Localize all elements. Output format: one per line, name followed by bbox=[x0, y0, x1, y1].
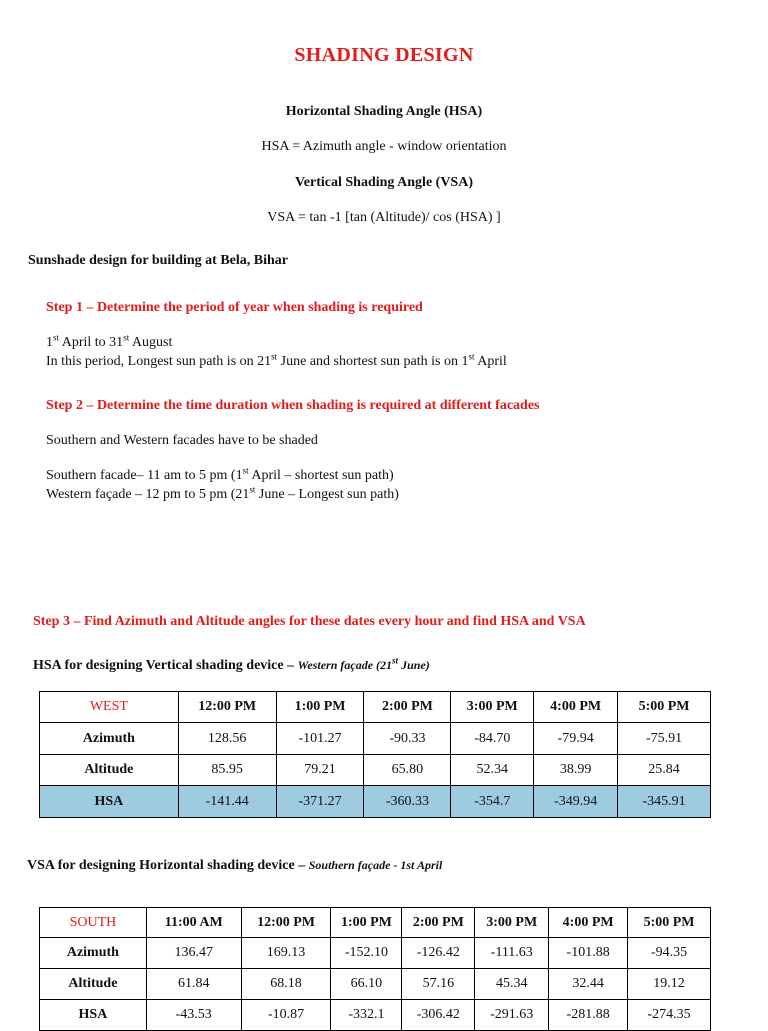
page-title: SHADING DESIGN bbox=[294, 44, 474, 66]
table-cell: 79.21 bbox=[276, 755, 364, 786]
table-cell: -111.63 bbox=[475, 938, 549, 969]
table-header-row bbox=[40, 692, 711, 723]
table-cell: 45.34 bbox=[475, 969, 549, 1000]
table-cell: 136.47 bbox=[146, 938, 241, 969]
row-label: Azimuth bbox=[40, 938, 147, 969]
table-cell: 52.34 bbox=[451, 755, 534, 786]
step2-line1: Southern and Western facades have to be shaded bbox=[46, 433, 318, 448]
table-cell: -101.88 bbox=[549, 938, 628, 969]
south-table-caption: VSA for designing Horizontal shading device – Southern façade - 1st April bbox=[27, 858, 443, 873]
table-cell: -306.42 bbox=[402, 1000, 475, 1031]
step1-line2: In this period, Longest sun path is on 21st June and shortest sun path is on 1st April bbox=[46, 351, 507, 369]
table-cell: 32.44 bbox=[549, 969, 628, 1000]
time-header: 4:00 PM bbox=[534, 692, 618, 723]
table-cell: -152.10 bbox=[331, 938, 402, 969]
step2-line3: Western façade – 12 pm to 5 pm (21st June – Longest sun path) bbox=[46, 484, 399, 502]
table-cell: -141.44 bbox=[178, 786, 276, 818]
time-header: 12:00 PM bbox=[178, 692, 276, 723]
time-header: 1:00 PM bbox=[331, 908, 402, 938]
table-cell: -101.27 bbox=[276, 723, 364, 755]
table-cell: -332.1 bbox=[331, 1000, 402, 1031]
table-cell: -94.35 bbox=[628, 938, 711, 969]
step1-line1: 1st April to 31st August bbox=[46, 332, 173, 350]
table-row bbox=[40, 1000, 711, 1031]
table-corner-label: SOUTH bbox=[40, 908, 147, 938]
row-label: Altitude bbox=[40, 969, 147, 1000]
table-cell: 19.12 bbox=[628, 969, 711, 1000]
table-cell: 68.18 bbox=[241, 969, 331, 1000]
row-label: HSA bbox=[40, 786, 179, 818]
table-cell: 38.99 bbox=[534, 755, 618, 786]
step2-line2: Southern facade– 11 am to 5 pm (1st April – shortest sun path) bbox=[46, 465, 394, 483]
step1-heading: Step 1 – Determine the period of year when shading is required bbox=[46, 300, 423, 315]
vsa-heading: Vertical Shading Angle (VSA) bbox=[294, 175, 473, 190]
row-label: Azimuth bbox=[40, 723, 179, 755]
table-row-hsa bbox=[40, 786, 711, 818]
row-label: HSA bbox=[40, 1000, 147, 1031]
table-corner-label: WEST bbox=[40, 692, 179, 723]
time-header: 3:00 PM bbox=[475, 908, 549, 938]
table-cell: 65.80 bbox=[364, 755, 451, 786]
time-header: 5:00 PM bbox=[628, 908, 711, 938]
table-cell: 57.16 bbox=[402, 969, 475, 1000]
table-row bbox=[40, 938, 711, 969]
time-header: 12:00 PM bbox=[241, 908, 331, 938]
table-cell: -354.7 bbox=[451, 786, 534, 818]
table-cell: -84.70 bbox=[451, 723, 534, 755]
table-cell: -291.63 bbox=[475, 1000, 549, 1031]
table-cell: -345.91 bbox=[618, 786, 711, 818]
table-cell: -281.88 bbox=[549, 1000, 628, 1031]
table-cell: -274.35 bbox=[628, 1000, 711, 1031]
step3-heading: Step 3 – Find Azimuth and Altitude angles for these dates every hour and find HSA and VSA bbox=[33, 614, 586, 629]
step2-heading: Step 2 – Determine the time duration when shading is required at different facades bbox=[46, 398, 540, 413]
time-header: 5:00 PM bbox=[618, 692, 711, 723]
table-cell: 66.10 bbox=[331, 969, 402, 1000]
section-subtitle: Sunshade design for building at Bela, Bihar bbox=[28, 253, 288, 268]
table-row bbox=[40, 755, 711, 786]
south-table bbox=[39, 907, 711, 1031]
time-header: 2:00 PM bbox=[402, 908, 475, 938]
hsa-formula: HSA = Azimuth angle - window orientation bbox=[261, 139, 507, 154]
hsa-heading: Horizontal Shading Angle (HSA) bbox=[285, 104, 483, 119]
vsa-formula: VSA = tan -1 [tan (Altitude)/ cos (HSA) ] bbox=[267, 210, 501, 225]
table-row bbox=[40, 723, 711, 755]
table-cell: 85.95 bbox=[178, 755, 276, 786]
table-cell: 169.13 bbox=[241, 938, 331, 969]
table-cell: -79.94 bbox=[534, 723, 618, 755]
west-table-caption: HSA for designing Vertical shading device – Western façade (21st June) bbox=[33, 655, 430, 673]
table-row bbox=[40, 969, 711, 1000]
time-header: 4:00 PM bbox=[549, 908, 628, 938]
table-cell: -90.33 bbox=[364, 723, 451, 755]
table-cell: -371.27 bbox=[276, 786, 364, 818]
table-header-row bbox=[40, 908, 711, 938]
time-header: 3:00 PM bbox=[451, 692, 534, 723]
table-cell: -10.87 bbox=[241, 1000, 331, 1031]
table-cell: 128.56 bbox=[178, 723, 276, 755]
west-table bbox=[39, 691, 711, 818]
time-header: 2:00 PM bbox=[364, 692, 451, 723]
table-cell: -349.94 bbox=[534, 786, 618, 818]
time-header: 1:00 PM bbox=[276, 692, 364, 723]
table-cell: -126.42 bbox=[402, 938, 475, 969]
table-cell: -43.53 bbox=[146, 1000, 241, 1031]
time-header: 11:00 AM bbox=[146, 908, 241, 938]
table-cell: 25.84 bbox=[618, 755, 711, 786]
row-label: Altitude bbox=[40, 755, 179, 786]
table-cell: -75.91 bbox=[618, 723, 711, 755]
table-cell: -360.33 bbox=[364, 786, 451, 818]
table-cell: 61.84 bbox=[146, 969, 241, 1000]
